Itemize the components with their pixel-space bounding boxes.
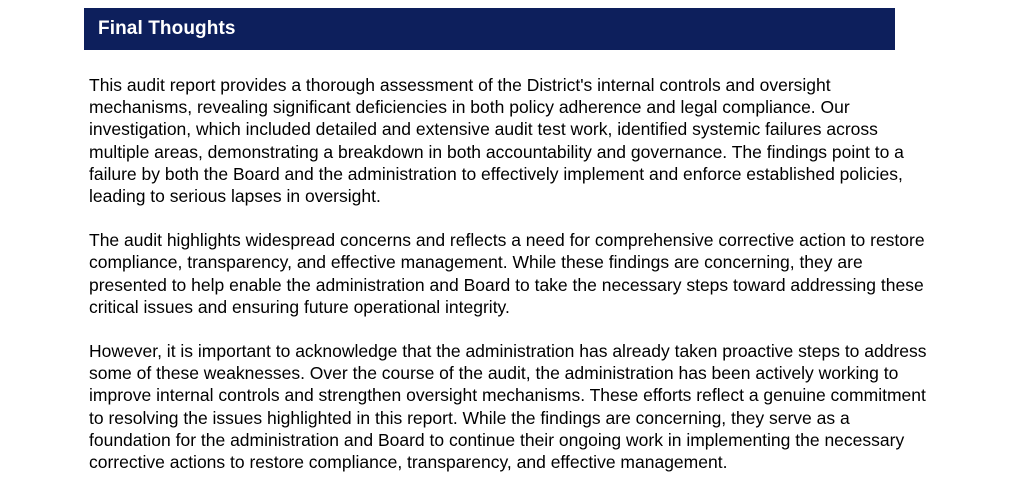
paragraph-concerns: The audit highlights widespread concerns and reflects a need for comprehensive corrective action to restore compliance, transparency, and effective management. While these findings are concerning, they are presented to help enable the administration and Board to take the necessary steps toward addressing these critical issues and ensuring future operational integrity. [89, 230, 925, 317]
section-title: Final Thoughts [98, 18, 236, 39]
paragraph-summary: This audit report provides a thorough assessment of the District's internal controls and oversight mechanisms, revealing significant deficiencies in both policy adherence and legal compliance. Our investigation, which included detailed and extensive audit test work, identified systemic failures across multiple areas, demonstrating a breakdown in both accountability and governance. The findings point to a failure by both the Board and the administration to effectively implement and enforce established policies, leading to serious lapses in oversight. [89, 75, 904, 207]
report-body [89, 74, 929, 495]
section-header-bar [84, 8, 895, 50]
paragraph-acknowledgment: However, it is important to acknowledge that the administration has already taken proactive steps to address some of these weaknesses. Over the course of the audit, the administration has been actively working to improve internal controls and strengthen oversight mechanisms. These efforts reflect a genuine commitment to resolving the issues highlighted in this report. While the findings are concerning, they serve as a foundation for the administration and Board to continue their ongoing work in implementing the necessary corrective actions to restore compliance, transparency, and effective management. [89, 341, 927, 473]
